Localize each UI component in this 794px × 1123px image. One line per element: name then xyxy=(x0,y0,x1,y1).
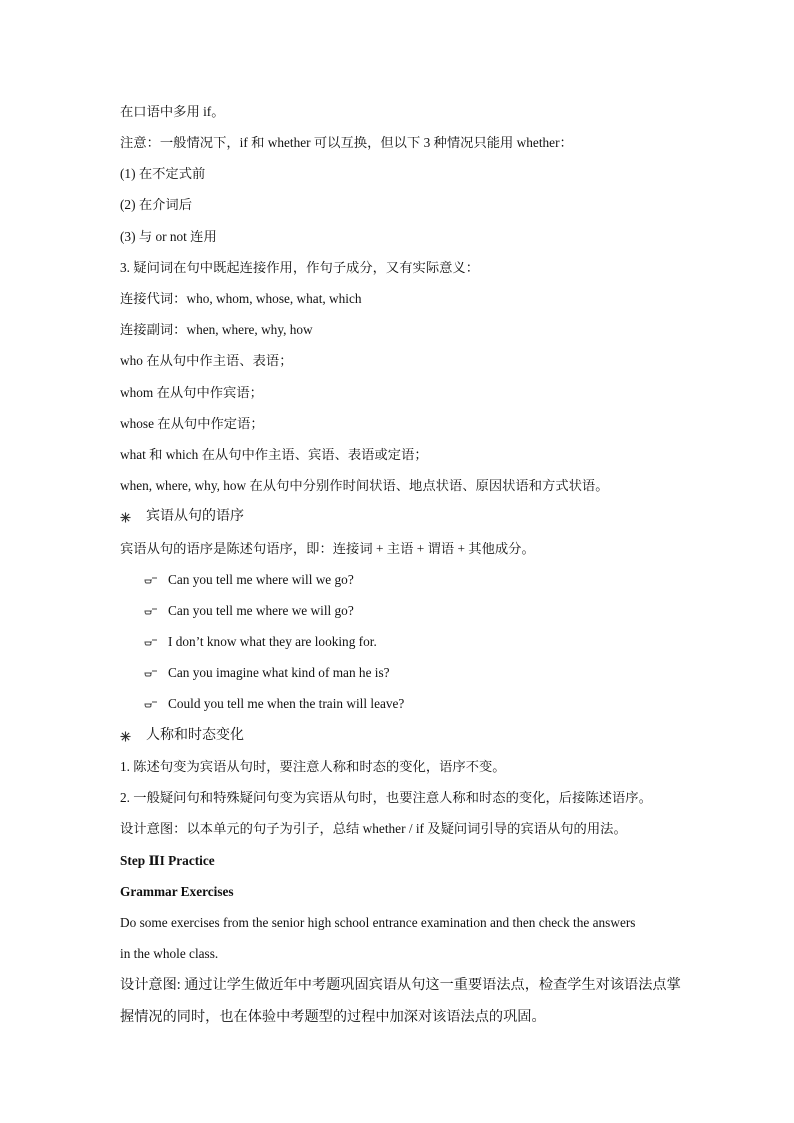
design-intent: 设计意图：以本单元的句子为引子，总结 whether / if 及疑问词引导的宾语从句的用法。 xyxy=(120,821,627,836)
text-line: Do some exercises from the senior high school entrance examination and then check the answers xyxy=(120,915,636,930)
pointing-hand-icon xyxy=(144,602,158,620)
text-line: what 和 which 在从句中作主语、宾语、表语或定语； xyxy=(120,447,428,462)
step-title: Step ⅡI Practice xyxy=(120,853,215,868)
text-line: 2. 一般疑问句和特殊疑问句变为宾语从句时，也要注意人称和时态的变化，后接陈述语序。 xyxy=(120,790,652,805)
example-sentence: Can you tell me where will we go? xyxy=(168,572,354,587)
text-line: 连接副词：when, where, why, how xyxy=(120,322,313,337)
text-line: (2) 在介词后 xyxy=(120,197,193,212)
text-line: whose 在从句中作定语； xyxy=(120,416,264,431)
pointing-hand-icon xyxy=(144,695,158,713)
snowflake-bullet-icon xyxy=(118,508,132,526)
pointing-hand-icon xyxy=(144,633,158,651)
snowflake-bullet-icon xyxy=(118,727,132,745)
text-line: when, where, why, how 在从句中分别作时间状语、地点状语、原因状语和方式状语。 xyxy=(120,478,609,493)
text-line: (1) 在不定式前 xyxy=(120,166,206,181)
text-line: who 在从句中作主语、表语； xyxy=(120,353,293,368)
section-heading: 宾语从句的语序 xyxy=(146,509,244,524)
example-sentence: Could you tell me when the train will leave? xyxy=(168,696,405,711)
text-line: whom 在从句中作宾语； xyxy=(120,385,263,400)
text-line: 1. 陈述句变为宾语从句时，要注意人称和时态的变化，语序不变。 xyxy=(120,759,506,774)
text-line: 3. 疑问词在句中既起连接作用，作句子成分，又有实际意义： xyxy=(120,260,480,275)
pointing-hand-icon xyxy=(144,571,158,589)
step-subtitle: Grammar Exercises xyxy=(120,884,234,899)
text-line: in the whole class. xyxy=(120,946,219,961)
text-line: (3) 与 or not 连用 xyxy=(120,229,217,244)
text-line: 在口语中多用 if。 xyxy=(120,104,225,119)
design-intent: 设计意图: 通过让学生做近年中考题巩固宾语从句这一重要语法点，检查学生对该语法点掌 xyxy=(120,977,681,993)
example-sentence: I don’t know what they are looking for. xyxy=(168,634,377,649)
text-line: 注意：一般情况下，if 和 whether 可以互换，但以下 3 种情况只能用 whether： xyxy=(120,135,573,150)
example-sentence: Can you tell me where we will go? xyxy=(168,603,354,618)
text-line: 连接代词：who, whom, whose, what, which xyxy=(120,291,362,306)
text-line: 宾语从句的语序是陈述句语序，即：连接词 + 主语 + 谓语 + 其他成分。 xyxy=(120,541,535,556)
example-sentence: Can you imagine what kind of man he is? xyxy=(168,665,390,680)
design-intent: 握情况的同时，也在体验中考题型的过程中加深对该语法点的巩固。 xyxy=(120,1009,546,1025)
section-heading: 人称和时态变化 xyxy=(146,728,244,743)
pointing-hand-icon xyxy=(144,664,158,682)
